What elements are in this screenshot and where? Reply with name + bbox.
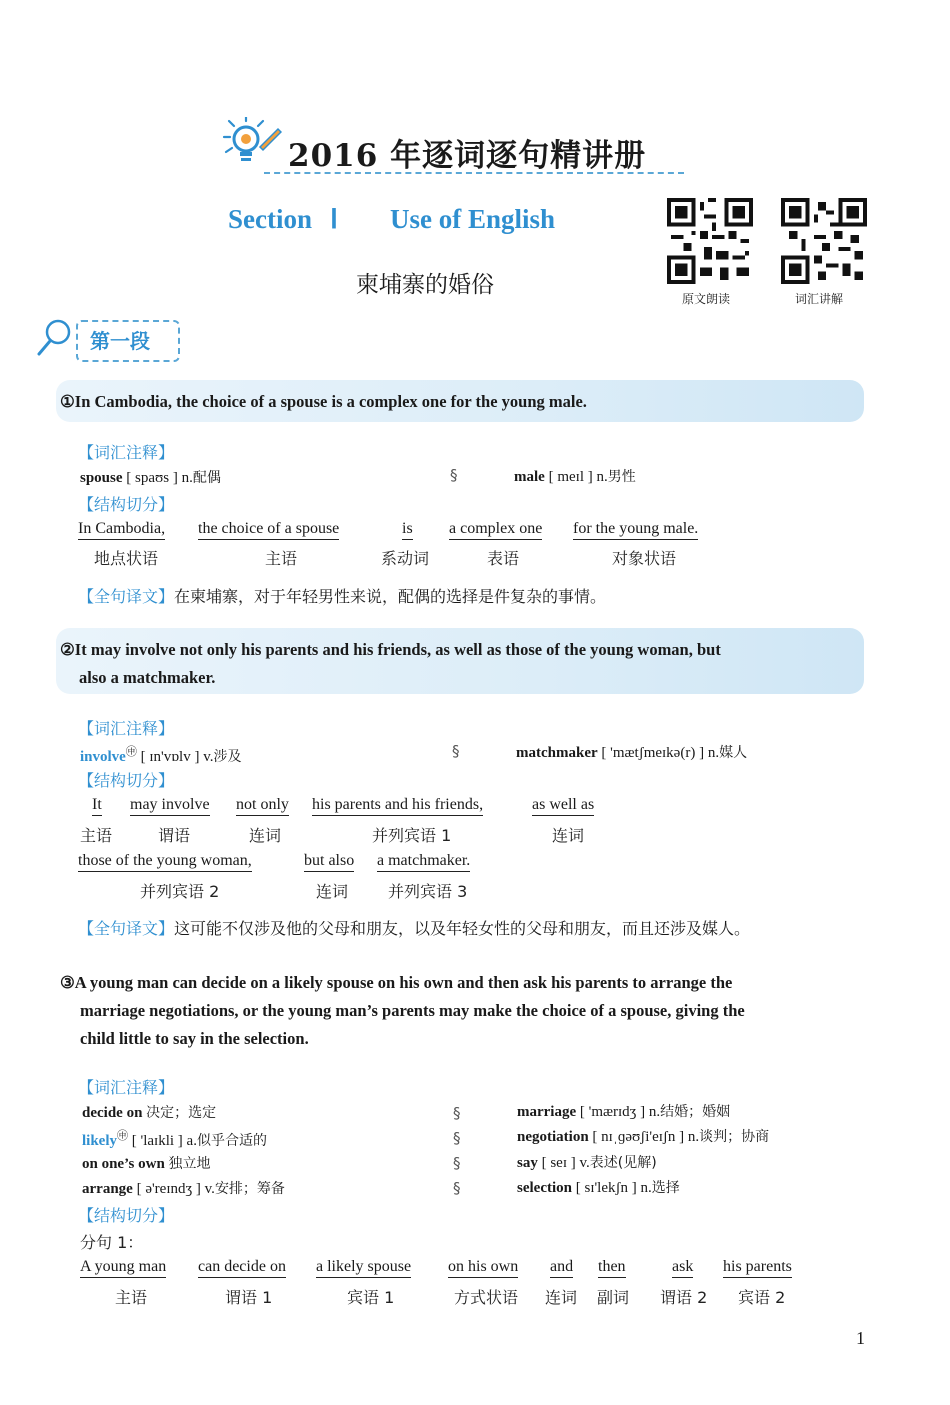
grammar-role: 副词: [597, 1288, 630, 1307]
vocab-item: male [ meɪl ] n.男性: [514, 469, 636, 485]
grammar-role: 方式状语: [454, 1288, 519, 1307]
segment: then: [598, 1258, 626, 1278]
magnifier-icon: [36, 318, 72, 358]
grammar-role: 并列宾语 3: [388, 882, 468, 901]
segment: those of the young woman,: [78, 852, 252, 872]
segment: his parents and his friends,: [312, 796, 483, 816]
grammar-role: 表语: [487, 549, 520, 568]
segment: a matchmaker.: [377, 852, 470, 872]
vocab-item: on one’s own 独立地: [82, 1156, 211, 1172]
lightbulb-icon: [222, 117, 282, 173]
grammar-role: 谓语: [158, 826, 191, 845]
grammar-role: 系动词: [381, 549, 430, 568]
sentence-text: In Cambodia, the choice of a spouse is a complex one for the young male.: [74, 392, 587, 411]
translation-tag: 【全句译文】: [78, 919, 175, 938]
sentence-2: ②It may involve not only his parents and his friends, as well as those of the young woman, but: [60, 640, 721, 659]
vocab-item: arrange [ ə'reɪndʒ ] v.安排；筹备: [82, 1181, 285, 1197]
segment: the choice of a spouse: [198, 520, 339, 540]
vocab-item: spouse [ spaʊs ] n.配偶: [80, 470, 221, 486]
structure-tag: 【结构切分】: [78, 771, 175, 790]
segment: can decide on: [198, 1258, 286, 1278]
segment: In Cambodia,: [78, 520, 165, 540]
vocab-item: likely㊥ [ 'laɪkli ] a.似乎合适的: [82, 1130, 267, 1149]
structure-tag: 【结构切分】: [78, 1206, 175, 1225]
segment: ask: [672, 1258, 693, 1278]
divider-wave: §: [450, 466, 458, 484]
grammar-role: 谓语 2: [660, 1288, 708, 1307]
sentence-2-line2: also a matchmaker.: [79, 668, 216, 687]
vocab-item: marriage [ 'mærɪdʒ ] n.结婚；婚姻: [517, 1104, 731, 1120]
grammar-role: 主语: [265, 549, 298, 568]
section-heading: [228, 204, 555, 235]
translation-tag: 【全句译文】: [78, 587, 175, 606]
section-prefix: Section: [228, 204, 312, 234]
segment: as well as: [532, 796, 594, 816]
grammar-role: 连词: [545, 1288, 578, 1307]
sentence-number: ①: [60, 392, 75, 411]
grammar-role: 并列宾语 2: [140, 882, 220, 901]
vocab-tag: 【词汇注释】: [78, 443, 175, 462]
segment: on his own: [448, 1258, 518, 1278]
vocab-tag: 【词汇注释】: [78, 719, 175, 738]
vocab-item: matchmaker [ 'mætʃmeɪkə(r) ] n.媒人: [516, 745, 748, 761]
page-title: 2016 年逐词逐句精讲册: [288, 138, 647, 174]
qr-code-vocab[interactable]: [781, 198, 867, 284]
article-subtitle: 柬埔寨的婚俗: [356, 272, 494, 298]
grammar-role: 连词: [316, 882, 349, 901]
section-name: Use of English: [389, 204, 556, 234]
segment: is: [402, 520, 413, 540]
grammar-role: 主语: [80, 826, 113, 845]
grammar-role: 宾语 1: [347, 1288, 395, 1307]
vocab-item: involve㊥ [ ɪn'vɒlv ] v.涉及: [80, 746, 242, 765]
clause-label: 分句 1：: [80, 1233, 144, 1252]
qr-code-reading[interactable]: [667, 198, 753, 284]
sentence-1: [60, 388, 587, 416]
paragraph-label: 第一段: [90, 329, 150, 353]
segment: and: [550, 1258, 573, 1278]
sentence-number: ③: [60, 973, 75, 992]
segment: a complex one: [449, 520, 542, 540]
title-divider: [264, 172, 684, 174]
segment: for the young male.: [573, 520, 698, 540]
structure-tag: 【结构切分】: [78, 495, 175, 514]
grammar-role: 主语: [115, 1288, 148, 1307]
segment: It: [92, 796, 102, 816]
sentence-number: ②: [60, 640, 75, 659]
segment: not only: [236, 796, 289, 816]
translation: 【全句译文】这可能不仅涉及他的父母和朋友，以及年轻女性的父母和朋友，而且还涉及媒人。: [78, 919, 751, 938]
translation: 【全句译文】在柬埔寨，对于年轻男性来说，配偶的选择是件复杂的事情。: [78, 587, 607, 606]
grammar-role: 谓语 1: [225, 1288, 273, 1307]
vocab-item: negotiation [ nɪˌɡəʊʃi'eɪʃn ] n.谈判；协商: [517, 1129, 770, 1145]
vocab-item: selection [ sɪ'lekʃn ] n.选择: [517, 1180, 680, 1196]
qr-label-reading: 原文朗读: [682, 292, 731, 306]
grammar-role: 宾语 2: [738, 1288, 786, 1307]
sentence-3-line3: child little to say in the selection.: [80, 1029, 309, 1048]
grammar-role: 地点状语: [94, 549, 159, 568]
page-number: 1: [856, 1328, 865, 1348]
grammar-role: 连词: [249, 826, 282, 845]
segment: a likely spouse: [316, 1258, 411, 1278]
divider-wave: § § § §: [453, 1104, 461, 1197]
segment: but also: [304, 852, 354, 872]
vocab-tag: 【词汇注释】: [78, 1078, 175, 1097]
divider-wave: §: [452, 742, 460, 760]
sentence-3: ③A young man can decide on a likely spouse on his own and then ask his parents to arrange the: [60, 973, 733, 992]
vocab-item: decide on 决定；选定: [82, 1105, 217, 1121]
grammar-role: 并列宾语 1: [372, 826, 452, 845]
segment: his parents: [723, 1258, 792, 1278]
segment: may involve: [130, 796, 210, 816]
vocab-item: say [ seɪ ] v.表述(见解): [517, 1155, 657, 1171]
grammar-role: 对象状语: [612, 549, 677, 568]
qr-label-vocab: 词汇讲解: [795, 292, 844, 306]
grammar-role: 连词: [552, 826, 585, 845]
section-roman: Ⅰ: [330, 204, 338, 234]
segment: A young man: [80, 1258, 166, 1278]
sentence-3-line2: marriage negotiations, or the young man’s parents may make the choice of a spouse, giving the: [80, 1001, 745, 1020]
